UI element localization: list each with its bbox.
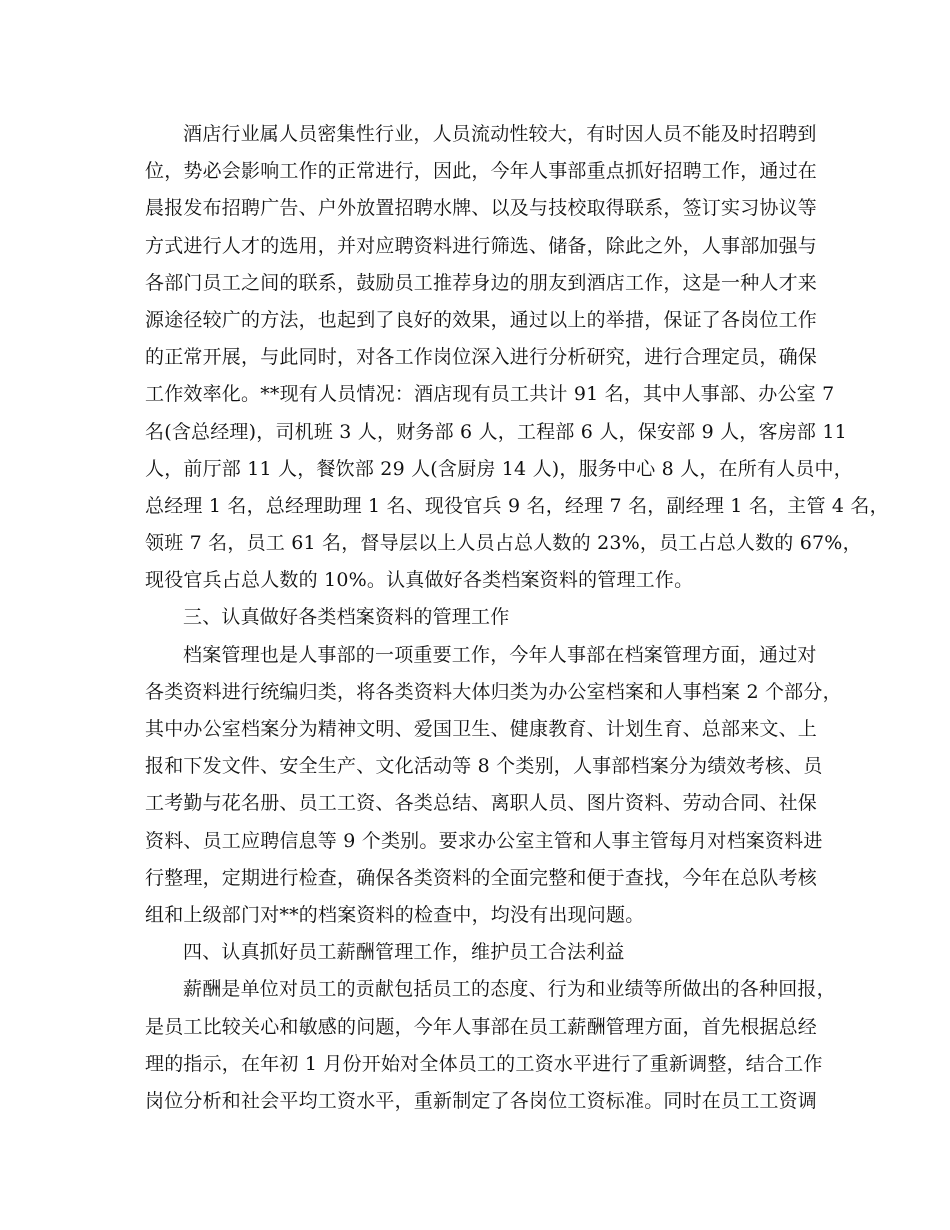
text-line: 岗位分析和社会平均工资水平，重新制定了各岗位工资标准。同时在员工工资调 (145, 1089, 818, 1112)
text-line: 位，势必会影响工作的正常进行，因此，今年人事部重点抓好招聘工作，通过在 (145, 160, 818, 183)
text-line: 晨报发布招聘广告、户外放置招聘水牌、以及与技校取得联系，签订实习协议等 (145, 197, 818, 220)
text-line: 人，前厅部 11 人，餐饮部 29 人(含厨房 14 人)，服务中心 8 人，在所有人员中， (145, 457, 853, 480)
text-line: 是员工比较关心和敏感的问题，今年人事部在员工薪酬管理方面，首先根据总经 (145, 1015, 818, 1038)
text-line: 报和下发文件、安全生产、文化活动等 8 个类别，人事部档案分为绩效考核、员 (145, 755, 823, 778)
text-line: 领班 7 名，员工 61 名，督导层以上人员占总人数的 23%，员工占总人数的 67%， (145, 532, 862, 555)
paragraph-first-line: 四、认真抓好员工薪酬管理工作，维护员工合法利益 (183, 941, 625, 964)
text-line: 其中办公室档案分为精神文明、爱国卫生、健康教育、计划生育、总部来文、上 (145, 718, 818, 740)
text-line: 各部门员工之间的联系，鼓励员工推荐身边的朋友到酒店工作，这是一种人才来 (145, 271, 818, 294)
text-line: 理的指示，在年初 1 月份开始对全体员工的工资水平进行了重新调整，结合工作 (145, 1052, 823, 1075)
text-line: 工作效率化。**现有人员情况：酒店现有员工共计 91 名，其中人事部、办公室 7 (145, 383, 835, 406)
text-line: 总经理 1 名，总经理助理 1 名、现役官兵 9 名，经理 7 名，副经理 1 名，主管 4 名， (145, 494, 889, 517)
text-line: 工考勤与花名册、员工工资、各类总结、离职人员、图片资料、劳动合同、社保 (145, 792, 818, 815)
document-body (145, 116, 889, 1120)
text-line: 的正常开展，与此同时，对各工作岗位深入进行分析研究，进行合理定员，确保 (145, 346, 818, 369)
paragraph-first-line: 薪酬是单位对员工的贡献包括员工的态度、行为和业绩等所做出的各种回报， (183, 978, 836, 1001)
paragraph-first-line: 档案管理也是人事部的一项重要工作，今年人事部在档案管理方面，通过对 (183, 643, 817, 666)
text-line: 方式进行人才的选用，并对应聘资料进行筛选、储备，除此之外，人事部加强与 (145, 234, 818, 257)
text-line: 组和上级部门对**的档案资料的检查中，均没有出现问题。 (145, 903, 645, 926)
paragraph-first-line: 酒店行业属人员密集性行业，人员流动性较大，有时因人员不能及时招聘到 (183, 123, 817, 145)
text-line: 源途径较广的方法，也起到了良好的效果，通过以上的举措，保证了各岗位工作 (145, 308, 818, 331)
text-line: 资料、员工应聘信息等 9 个类别。要求办公室主管和人事主管每月对档案资料进 (145, 829, 823, 852)
text-line: 各类资料进行统编归类，将各类资料大体归类为办公室档案和人事档案 2 个部分， (145, 680, 842, 703)
text-line: 名(含总经理)，司机班 3 人，财务部 6 人，工程部 6 人，保安部 9 人，客房部 11 (145, 420, 847, 443)
text-line: 行整理，定期进行检查，确保各类资料的全面完整和便于查找，今年在总队考核 (145, 866, 818, 889)
paragraph-first-line: 三、认真做好各类档案资料的管理工作 (183, 606, 510, 629)
text-line: 现役官兵占总人数的 10%。认真做好各类档案资料的管理工作。 (145, 569, 694, 592)
